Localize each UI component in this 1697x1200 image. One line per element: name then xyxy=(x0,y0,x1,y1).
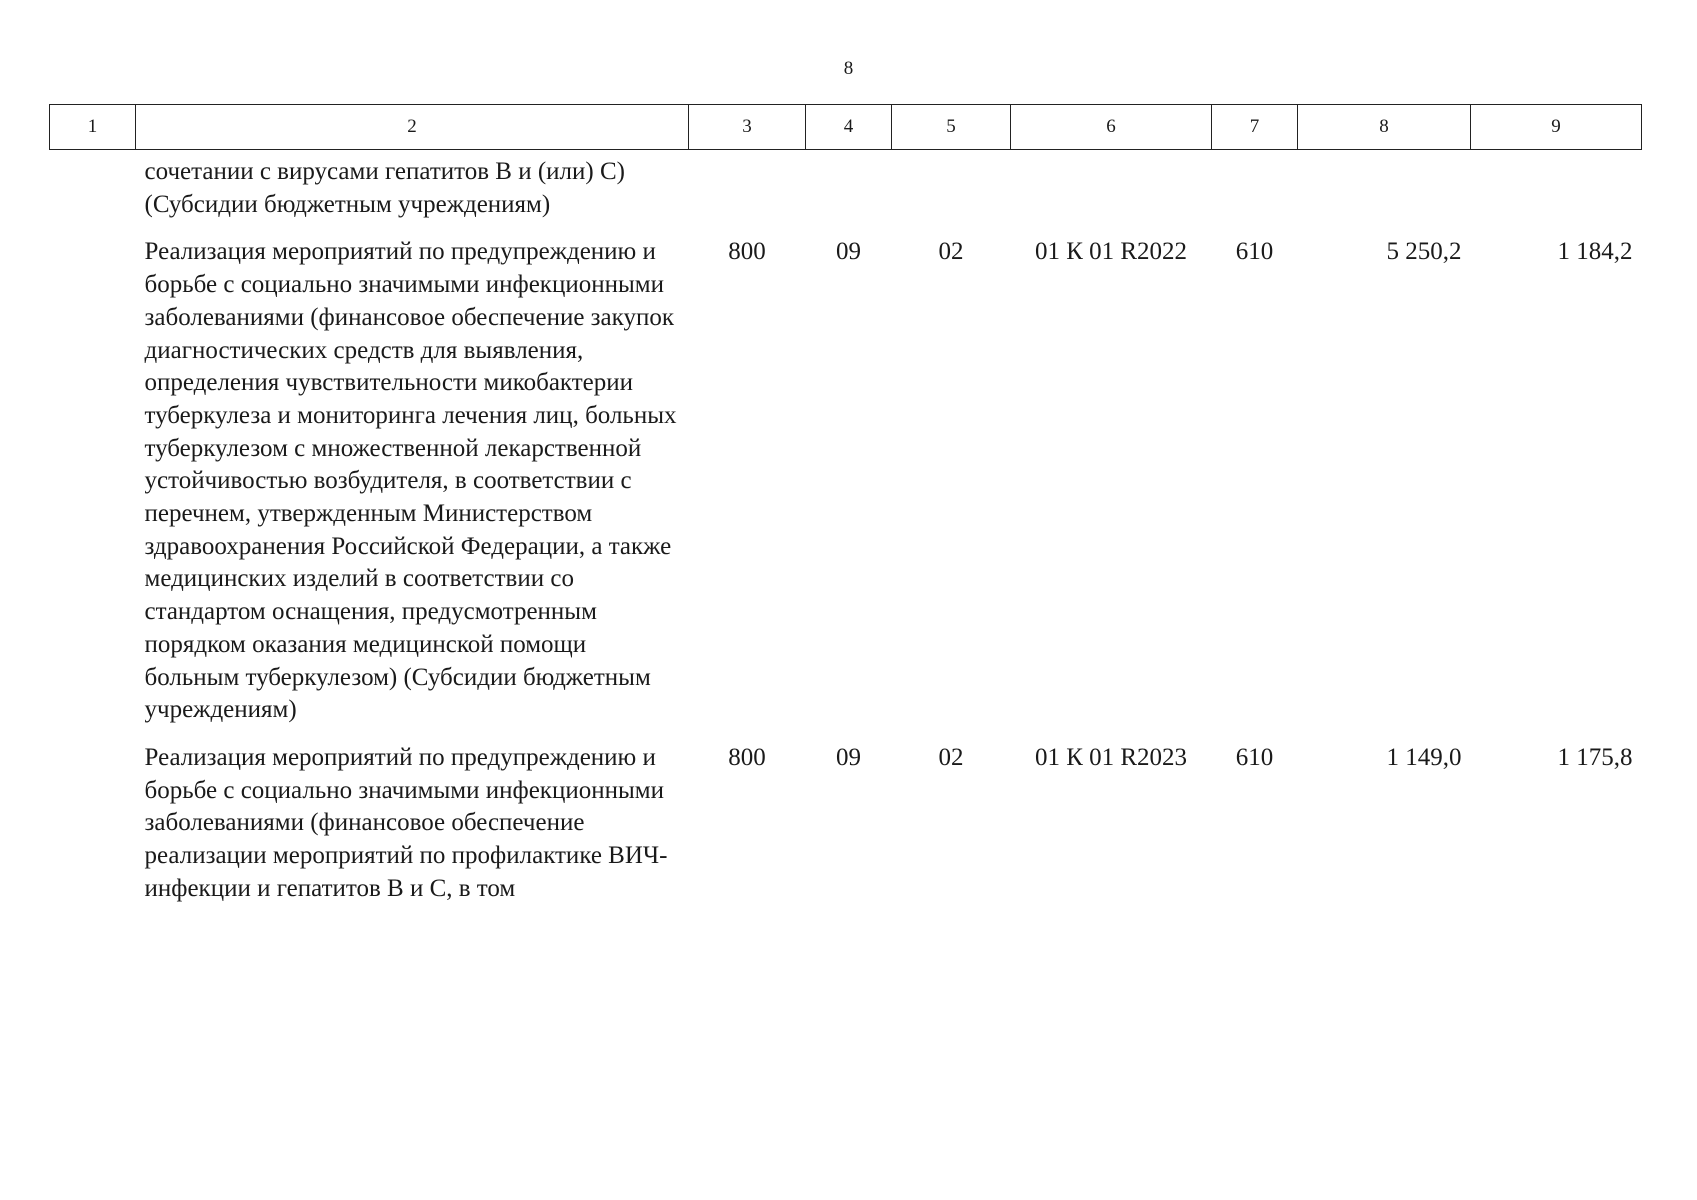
header-col-4: 4 xyxy=(806,105,892,150)
header-col-5: 5 xyxy=(892,105,1011,150)
row-amount-2: 1 175,8 xyxy=(1557,743,1633,771)
row-target-article xyxy=(1011,150,1212,222)
table-row xyxy=(50,150,1642,222)
row-name: Реализация мероприятий по предупреждению и борьбе с социально значимыми инфекционными заболеваниями (финансовое обеспечение закупок диагностических средств для выявления, определения чувствительности микобактерии туберкулеза и мониторинга лечения лиц, больных туберкулезом с множественной лекарственной устойчивостью возбудителя, в соответствии с перечнем, утвержденным Министерством здравоохранения Российской Федерации, а также медицинских изделий в соответствии со стандартом оснащения, предусмотренным порядком оказания медицинской помощи больным туберкулезом) (Субсидии бюджетным учреждениям) xyxy=(144,238,677,724)
row-number-cell xyxy=(50,221,136,727)
row-subsection: 02 xyxy=(938,743,964,771)
header-row xyxy=(50,105,1642,150)
row-expense-type xyxy=(1212,150,1298,222)
row-subsection xyxy=(892,150,1011,222)
row-amount-2: 1 184,2 xyxy=(1557,238,1633,266)
row-number-cell xyxy=(50,727,136,906)
row-section: 09 xyxy=(836,238,861,266)
row-subsection: 02 xyxy=(938,238,964,266)
budget-table xyxy=(49,104,1642,905)
row-amount-1 xyxy=(1298,150,1471,222)
row-expense-type: 610 xyxy=(1235,238,1274,266)
row-number-cell xyxy=(50,150,136,222)
row-name: Реализация мероприятий по предупреждению и борьбе с социально значимыми инфекционными заболеваниями (финансовое обеспечение реализации мероприятий по профилактике ВИЧ-инфекции и гепатитов В и С, в том xyxy=(144,743,668,902)
header-col-9: 9 xyxy=(1471,105,1642,150)
page-number: 8 xyxy=(843,58,854,79)
header-col-3: 3 xyxy=(689,105,806,150)
table-row xyxy=(50,221,1642,727)
row-target-article: 01 К 01 R2022 xyxy=(1034,238,1188,266)
header-col-1: 1 xyxy=(50,105,136,150)
header-col-6: 6 xyxy=(1011,105,1212,150)
row-ministry-code: 800 xyxy=(728,743,766,771)
row-expense-type: 610 xyxy=(1235,743,1274,771)
row-target-article: 01 К 01 R2023 xyxy=(1034,743,1188,771)
row-amount-2 xyxy=(1471,150,1642,222)
row-amount-1: 5 250,2 xyxy=(1386,238,1462,266)
header-col-7: 7 xyxy=(1212,105,1298,150)
row-section xyxy=(806,150,892,222)
row-ministry-code: 800 xyxy=(728,238,766,266)
table-row xyxy=(50,727,1642,906)
row-ministry-code xyxy=(689,150,806,222)
header-col-8: 8 xyxy=(1298,105,1471,150)
header-col-2: 2 xyxy=(136,105,689,150)
row-amount-1: 1 149,0 xyxy=(1386,743,1462,771)
row-section: 09 xyxy=(836,743,861,771)
row-name: сочетании с вирусами гепатитов В и (или) С) (Субсидии бюджетным учреждениям) xyxy=(144,158,625,218)
